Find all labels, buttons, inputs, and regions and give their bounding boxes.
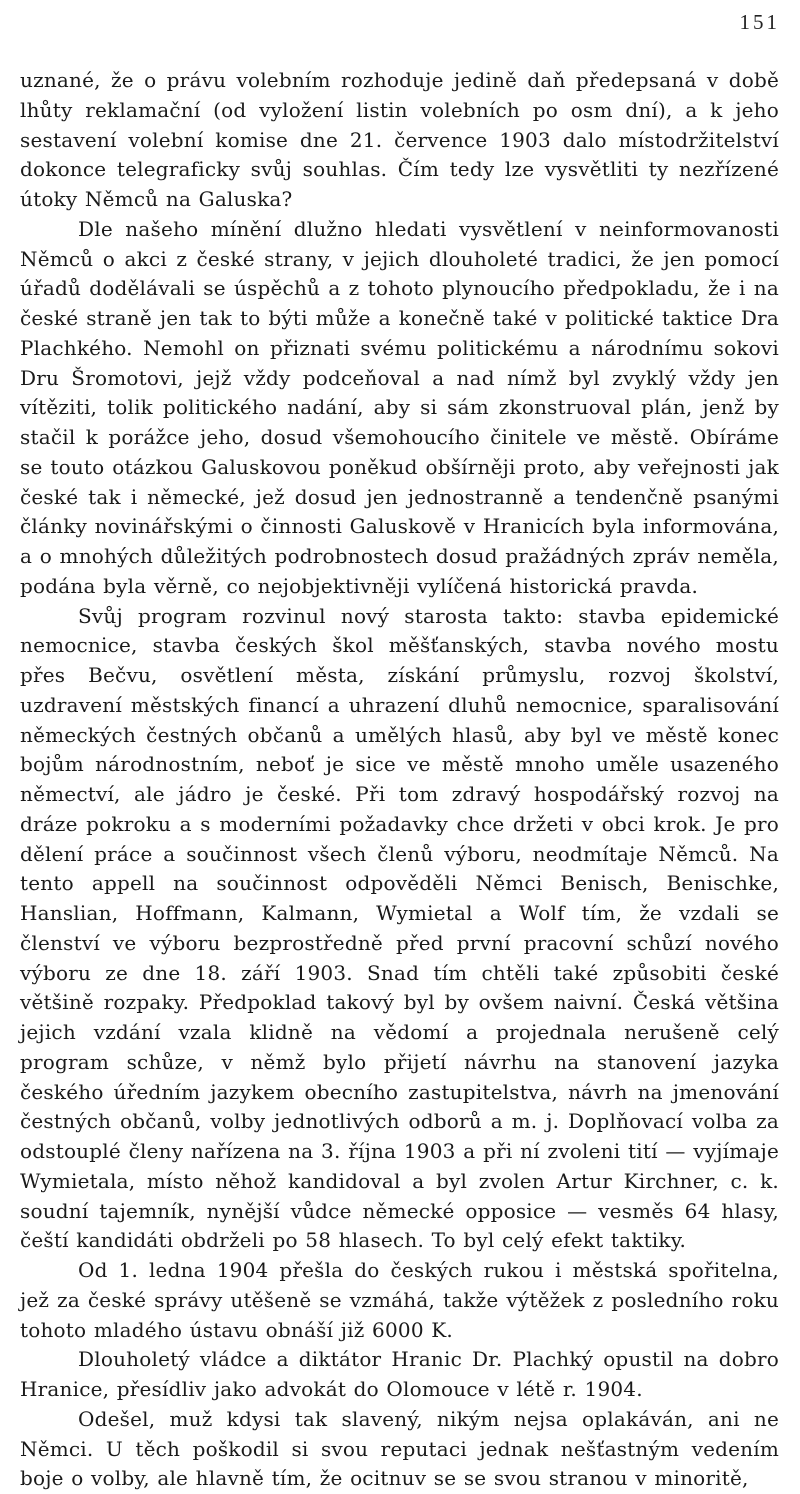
- paragraph-1: uznané, že o právu volebním rozhoduje jedině daň předepsaná v době lhůty reklamační (od vyložení listin volebních po osm dní), a k jeho sestavení volební komise dne 21. července 1903 dalo místodržitelství dokonce telegraficky svůj souhlas. Čím tedy lze vysvětliti ty nezřízené útoky Němců na Galuska?: [20, 68, 779, 211]
- paragraph-6: Odešel, muž kdysi tak slavený, nikým nejsa oplakáván, ani ne Němci. U těch poškodil si svou reputaci jednak nešťastným vedením boje o volby, ale hlavně tím, že ocitnuv se se svou stranou v minoritě,: [20, 1406, 779, 1491]
- paragraph-2: Dle našeho mínění dlužno hledati vysvětlení v neinformovanosti Němců o akci z české strany, v jejich dlouholeté tradici, že jen pomocí úřadů dodělávali se úspěchů a z tohoto plynoucího předpokladu, že i na české straně jen tak to býti může a konečně také v politické taktice Dra Plachkého. Nemohl on přiznati svému politickému a národnímu sokovi Dru Šromotovi, jejž vždy podceňoval a nad nímž byl zvyklý vždy jen vítěziti, tolik politického nadání, aby si sám zkonstruoval plán, jenž by stačil k porážce jeho, dosud všemohoucího činitele ve městě. Obíráme se touto otázkou Galuskovou poněkud obšírněji proto, aby veřejnosti jak české tak i německé, jež dosud jen jednostranně a tendenčně psanými články novinářskými o činnosti Galuskově v Hranicích byla informována, a o mnohých důležitých podrobnostech dosud pražádných zpráv neměla, podána byla věrně, co nejobjektivněji vylíčená historická pravda.: [20, 216, 779, 598]
- body-text: [20, 66, 779, 1494]
- page-number: 151: [739, 10, 780, 34]
- paragraph-4: Od 1. ledna 1904 přešla do českých rukou i městská spořitelna, jež za české správy utěšeně se vzmáhá, takže výtěžek z posledního roku tohoto mladého ústavu obnáší již 6000 K.: [20, 1258, 779, 1342]
- paragraph-3: Svůj program rozvinul nový starosta takto: stavba epidemické nemocnice, stavba českých škol měšťanských, stavba nového mostu přes Bečvu, osvětlení města, získání průmyslu, rozvoj školství, uzdravení městských financí a uhrazení dluhů nemocnice, sparalisování německých čestných občanů a umělých hlasů, aby byl ve městě konec bojům národnostním, neboť je sice ve městě mnoho uměle usazeného němectví, ale jádro je české. Při tom zdravý hospodářský rozvoj na dráze pokroku a s moderními požadavky chce držeti v obci krok. Je pro dělení práce a součinnost všech členů výboru, neodmítaje Němců. Na tento appell na součinnost odpověděli Němci Benisch, Benischke, Hanslian, Hoffmann, Kalmann, Wymietal a Wolf tím, že vzdali se členství ve výboru bezprostředně před první pracovní schůzí nového výboru ze dne 18. září 1903. Snad tím chtěli také způsobiti české většině rozpaky. Předpoklad takový byl by ovšem naivní. Česká většina jejich vzdání vzala klidně na vědomí a projednala nerušeně celý program schůze, v němž bylo přijetí návrhu na stanovení jazyka českého úředním jazykem obecního zastupitelstva, návrh na jmenování čestných občanů, volby jednotlivých odborů a m. j. Doplňovací volba za odstouplé členy nařízena na 3. října 1903 a při ní zvoleni tití — vyjímaje Wymietala, místo něhož kandidoval a byl zvolen Artur Kirchner, c. k. soudní tajemník, nynější vůdce německé opposice — vesměs 64 hlasy, čeští kandidáti obdrželi po 58 hlasech. To byl celý efekt taktiky.: [20, 603, 779, 1253]
- paragraph-5: Dlouholetý vládce a diktátor Hranic Dr. Plachký opustil na dobro Hranice, přesídliv jako advokát do Olomouce v létě r. 1904.: [20, 1347, 779, 1401]
